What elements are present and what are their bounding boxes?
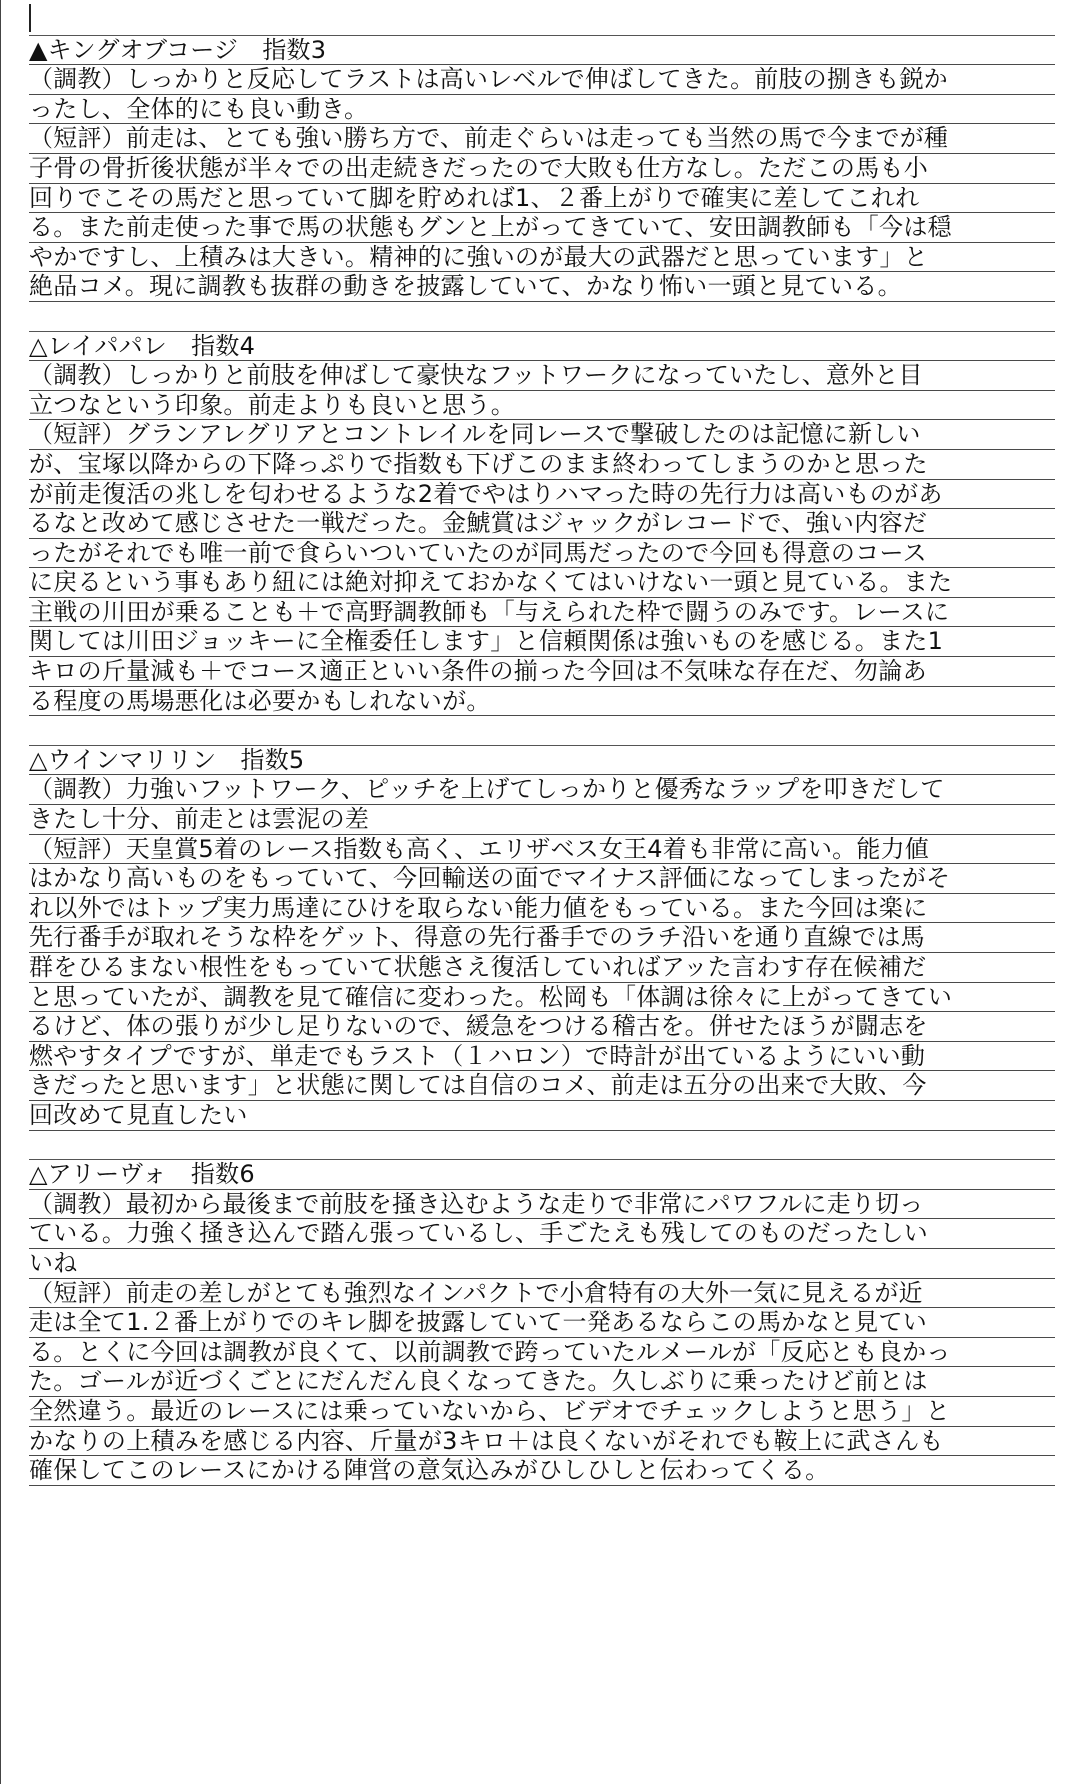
- continuation-line: るけど、体の張りが少し足りないので、緩急をつける稽古を。併せたほうが闘志を: [29, 1012, 1055, 1042]
- continuation-line: 主戦の川田が乗ることも＋で高野調教師も「与えられた枠で闘うのみです。レースに: [29, 598, 1055, 628]
- continuation-line: 先行番手が取れそうな枠をゲット、得意の先行番手でのラチ沿いを通り直線では馬: [29, 923, 1055, 953]
- text-editor-area[interactable]: [29, 6, 1055, 1486]
- continuation-line: 関しては川田ジョッキーに全権委任します」と信頼関係は強いものを感じる。また1: [29, 627, 1055, 657]
- blank-line: [29, 6, 1055, 36]
- continuation-line: きたし十分、前走とは雲泥の差: [29, 805, 1055, 835]
- continuation-line: 回改めて見直したい: [29, 1101, 1055, 1131]
- continuation-line: 走は全て1.２番上がりでのキレ脚を披露していて一発あるならこの馬かなと見てい: [29, 1308, 1055, 1338]
- continuation-line: る。また前走使った事で馬の状態もグンと上がってきていて、安田調教師も「今は穏: [29, 213, 1055, 243]
- continuation-line: と思っていたが、調教を見て確信に変わった。松岡も「体調は徐々に上がってきてい: [29, 983, 1055, 1013]
- continuation-line: た。ゴールが近づくごとにだんだん良くなってきた。久しぶりに乗ったけど前とは: [29, 1367, 1055, 1397]
- continuation-line: きだったと思います」と状態に関しては自信のコメ、前走は五分の出来で大敗、今: [29, 1071, 1055, 1101]
- short-review-line: （短評）グランアレグリアとコントレイルを同レースで撃破したのは記憶に新しい: [29, 420, 1055, 450]
- continuation-line: 全然違う。最近のレースには乗っていないから、ビデオでチェックしようと思う」と: [29, 1397, 1055, 1427]
- training-comment-line: （調教）力強いフットワーク、ピッチを上げてしっかりと優秀なラップを叩きだして: [29, 775, 1055, 805]
- continuation-line: いね: [29, 1249, 1055, 1279]
- continuation-line: 子骨の骨折後状態が半々での出走続きだったので大敗も仕方なし。ただこの馬も小: [29, 154, 1055, 184]
- horse-heading: △ウインマリリン 指数5: [29, 746, 1055, 776]
- continuation-line: れ以外ではトップ実力馬達にひけを取らない能力値をもっている。また今回は楽に: [29, 894, 1055, 924]
- blank-line: [29, 1131, 1055, 1161]
- training-comment-line: （調教）しっかりと前肢を伸ばして豪快なフットワークになっていたし、意外と目: [29, 361, 1055, 391]
- training-comment-line: （調教）しっかりと反応してラストは高いレベルで伸ばしてきた。前肢の捌きも鋭か: [29, 65, 1055, 95]
- continuation-line: が前走復活の兆しを匂わせるような2着でやはりハマった時の先行力は高いものがあ: [29, 480, 1055, 510]
- continuation-line: ている。力強く掻き込んで踏ん張っているし、手ごたえも残してのものだったしい: [29, 1219, 1055, 1249]
- horse-heading: △レイパパレ 指数4: [29, 332, 1055, 362]
- continuation-line: ったし、全体的にも良い動き。: [29, 95, 1055, 125]
- continuation-line: に戻るという事もあり紐には絶対抑えておかなくてはいけない一頭と見ている。また: [29, 568, 1055, 598]
- continuation-line: 燃やすタイプですが、単走でもラスト（１ハロン）で時計が出ているようにいい動: [29, 1042, 1055, 1072]
- horse-heading: ▲キングオブコージ 指数3: [29, 36, 1055, 66]
- training-comment-line: （調教）最初から最後まで前肢を掻き込むような走りで非常にパワフルに走り切っ: [29, 1190, 1055, 1220]
- short-review-line: （短評）天皇賞5着のレース指数も高く、エリザベス女王4着も非常に高い。能力値: [29, 835, 1055, 865]
- blank-line: [29, 302, 1055, 332]
- continuation-line: るなと改めて感じさせた一戦だった。金鯱賞はジャックがレコードで、強い内容だ: [29, 509, 1055, 539]
- continuation-line: る程度の馬場悪化は必要かもしれないが。: [29, 687, 1055, 717]
- continuation-line: 回りでこその馬だと思っていて脚を貯めれば1、２番上がりで確実に差してこれれ: [29, 184, 1055, 214]
- continuation-line: 群をひるまない根性をもっていて状態さえ復活していればアッた言わす存在候補だ: [29, 953, 1055, 983]
- editor-left-border: [0, 0, 1, 1784]
- continuation-line: やかですし、上積みは大きい。精神的に強いのが最大の武器だと思っています」と: [29, 243, 1055, 273]
- short-review-line: （短評）前走の差しがとても強烈なインパクトで小倉特有の大外一気に見えるが近: [29, 1279, 1055, 1309]
- continuation-line: はかなり高いものをもっていて、今回輸送の面でマイナス評価になってしまったがそ: [29, 864, 1055, 894]
- continuation-line: が、宝塚以降からの下降っぷりで指数も下げこのまま終わってしまうのかと思った: [29, 450, 1055, 480]
- continuation-line: ったがそれでも唯一前で食らいついていたのが同馬だったので今回も得意のコース: [29, 539, 1055, 569]
- continuation-line: かなりの上積みを感じる内容、斤量が3キロ＋は良くないがそれでも鞍上に武さんも: [29, 1427, 1055, 1457]
- continuation-line: 確保してこのレースにかける陣営の意気込みがひしひしと伝わってくる。: [29, 1456, 1055, 1486]
- continuation-line: 立つなという印象。前走よりも良いと思う。: [29, 391, 1055, 421]
- blank-line: [29, 716, 1055, 746]
- horse-heading: △アリーヴォ 指数6: [29, 1160, 1055, 1190]
- short-review-line: （短評）前走は、とても強い勝ち方で、前走ぐらいは走っても当然の馬で今までが種: [29, 124, 1055, 154]
- continuation-line: キロの斤量減も＋でコース適正といい条件の揃った今回は不気味な存在だ、勿論あ: [29, 657, 1055, 687]
- continuation-line: 絶品コメ。現に調教も抜群の動きを披露していて、かなり怖い一頭と見ている。: [29, 272, 1055, 302]
- continuation-line: る。とくに今回は調教が良くて、以前調教で跨っていたルメールが「反応とも良かっ: [29, 1338, 1055, 1368]
